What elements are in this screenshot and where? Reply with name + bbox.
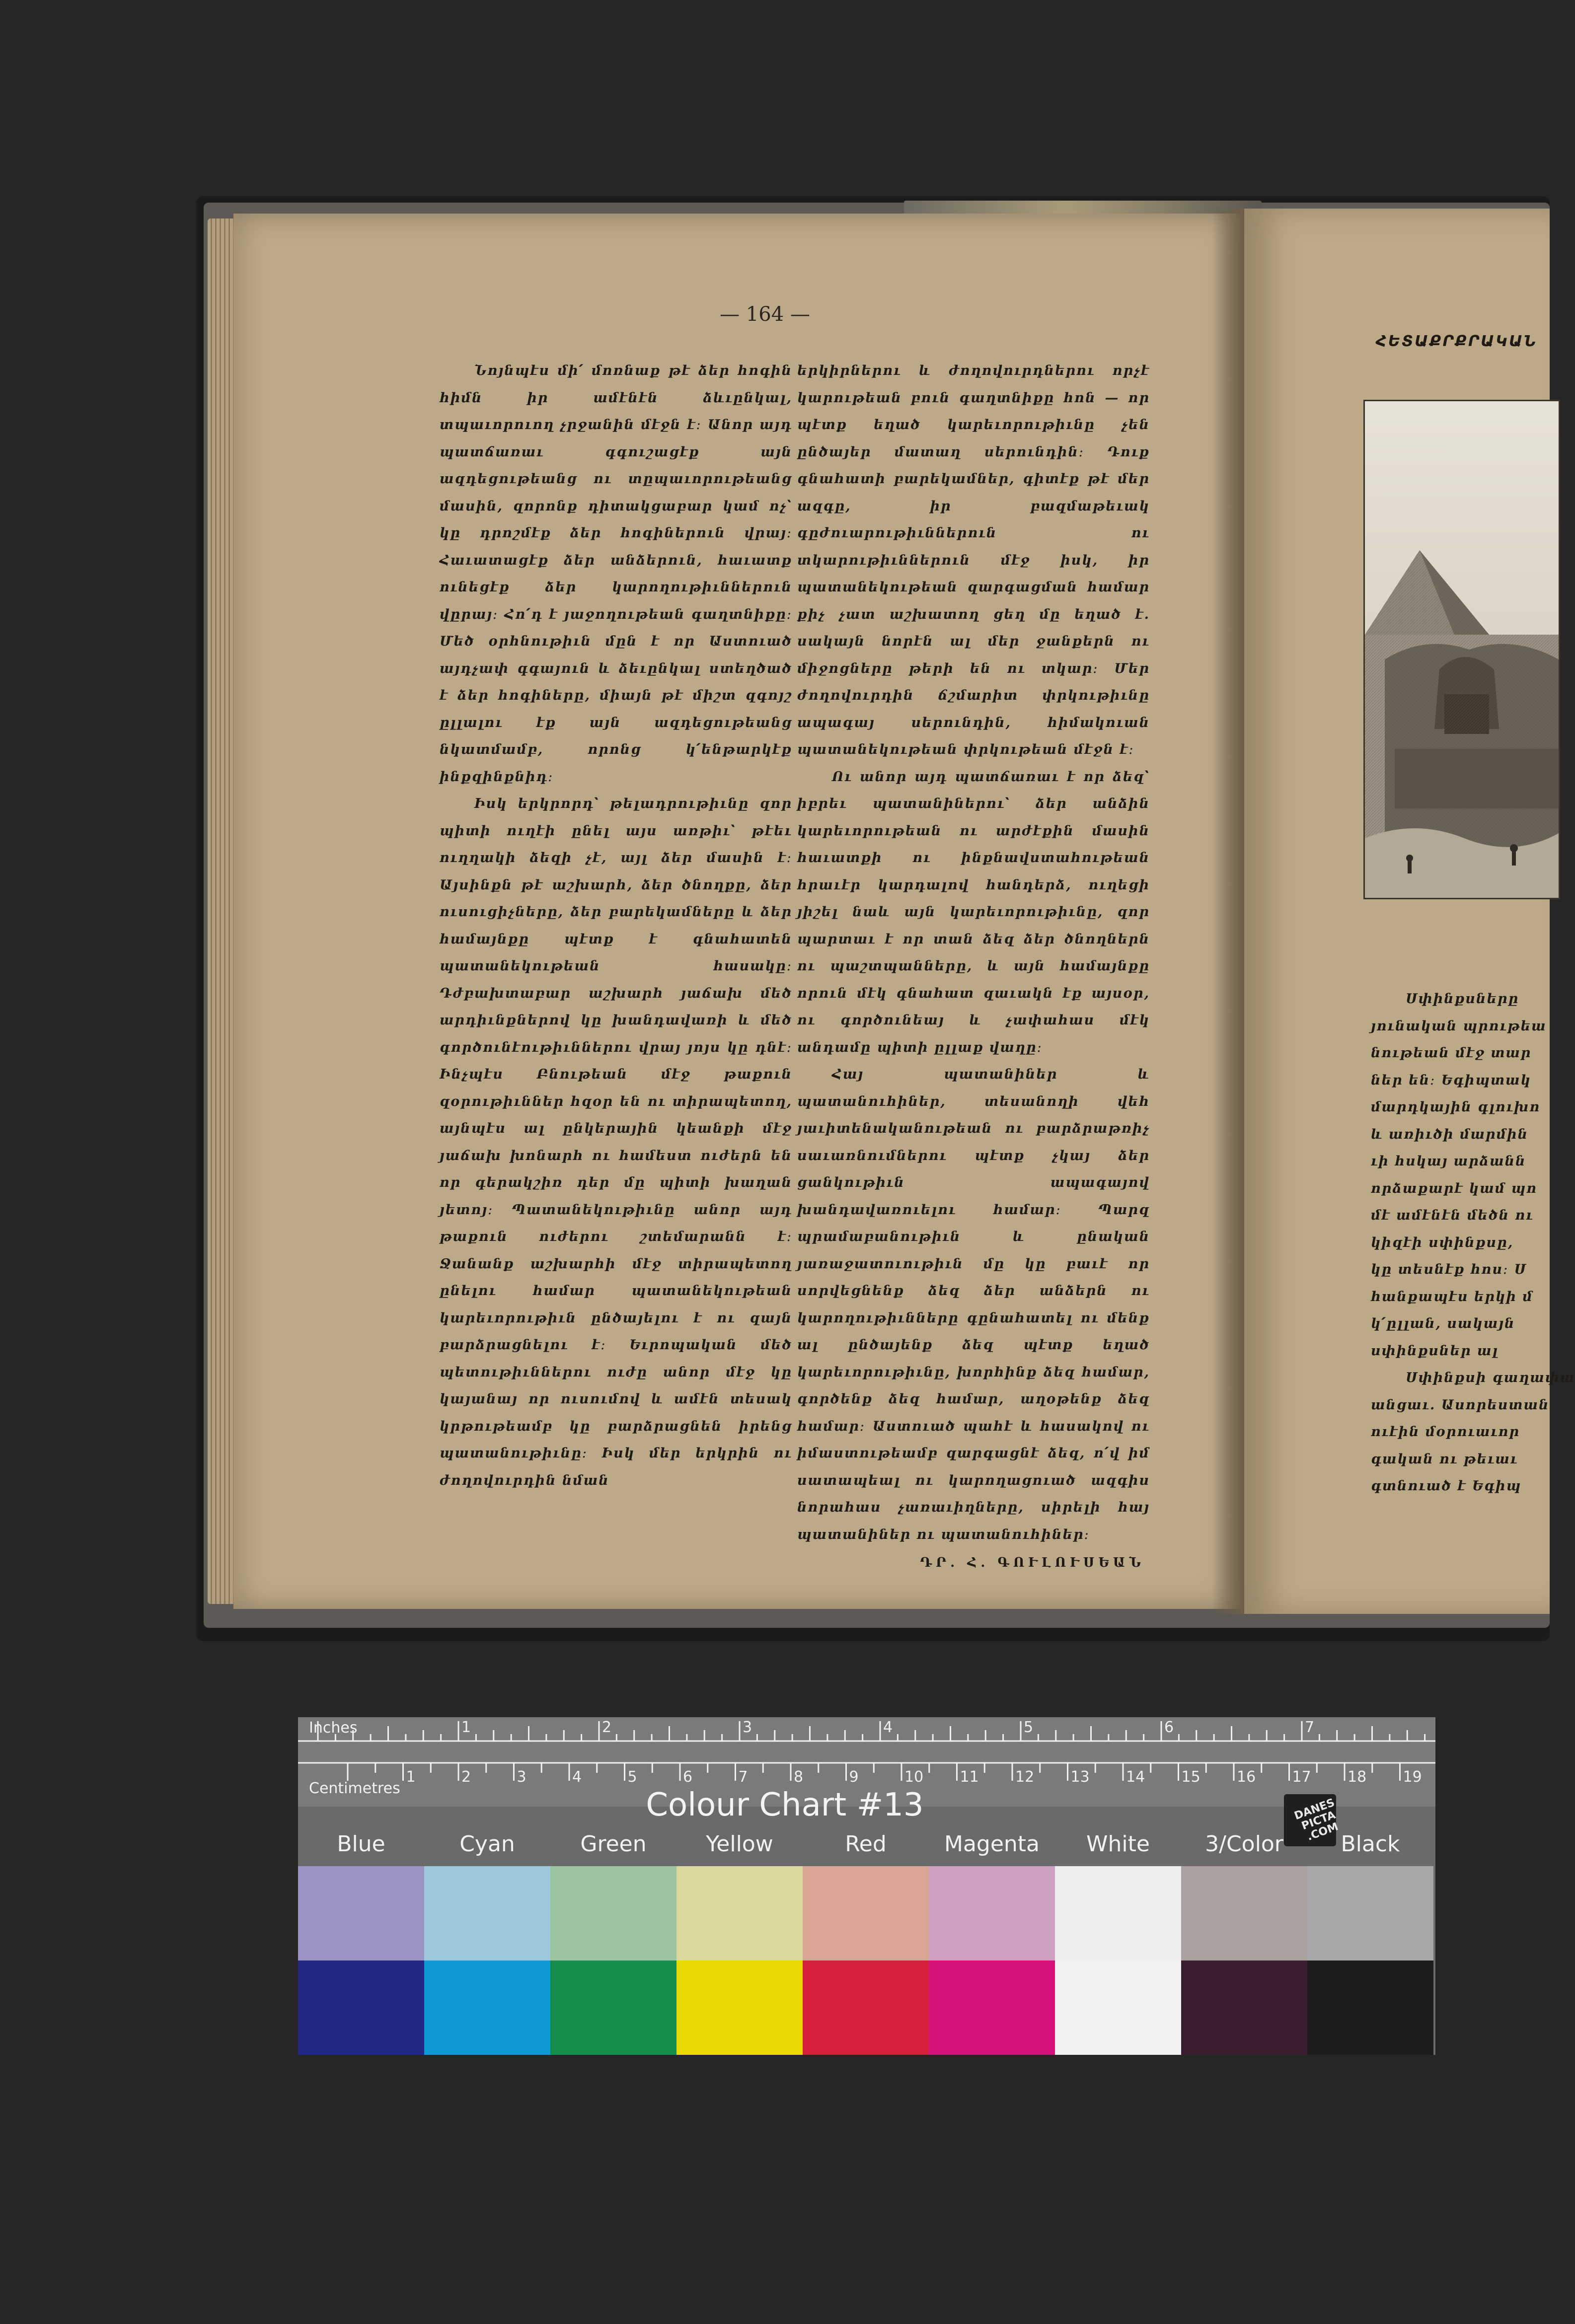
swatch-blue-dark [298,1961,424,2055]
ruler-cm-number: 12 [1015,1768,1035,1786]
ruler-cm-number: 17 [1292,1768,1311,1786]
text-line: Սփինքսի գաղափա [1406,1370,1575,1385]
ruler-cm-number: 8 [794,1768,804,1786]
text-line: գական ու թեւաւ [1371,1451,1518,1467]
author-signature: ԴՐ. Հ. ԳՈՒԼՈՒՍԵԱՆ [920,1555,1145,1570]
swatch-white-dark [1055,1961,1181,2055]
text-line: գտնուած է Եգիպ [1371,1478,1522,1494]
swatch-green-light [550,1866,676,1961]
ruler-inch-number: 6 [1164,1719,1174,1736]
text-line: կիզէի սփինքսը, [1371,1235,1514,1250]
swatch-cyan-light [424,1866,550,1961]
ruler-inch-number: 2 [602,1719,612,1736]
text-line: ւի հսկայ արձանն [1371,1154,1526,1169]
swatch-red-light [803,1866,929,1961]
sphinx-pyramid-illustration [1365,401,1559,898]
text-line: Սփինքսները [1406,991,1519,1007]
swatch-label-magenta: Magenta [944,1831,1040,1857]
swatch-labels [298,1831,1435,1856]
ruler-cm-number: 15 [1181,1768,1200,1786]
swatch-label-cyan: Cyan [459,1831,515,1857]
ruler-cm-number: 1 [406,1768,416,1786]
ruler-cm-number: 7 [738,1768,748,1786]
ruler-cm-number: 5 [627,1768,637,1786]
swatch-label-red: Red [845,1831,887,1857]
right-page-text-column [1371,986,1575,1572]
text-line: հանքապէս երկի մ [1371,1289,1533,1305]
paragraph: Իսկ երկրորդ՝ թելադրութիւնը զոր պիտի ուղէի ընել այս առթիւ՝ թէեւ ուղղակի ձեզի չէ, այլ ձեր մասին է։ Այսինքն թէ աշխարհ, ձեր ծնողքը, ձեր ուսուցիչները, ձեր բարեկամները և ձեր համայնքը պէտք է գնահատեն պատանեկութեան հասակը։ Դժբախտաբար աշխարհ յաճախ մեծ արդիւնքներով կը խանդավառի և մեծ գործունէութիւններու վրայ յոյս կը դնէ։ Ինչպէս Բնութեան մէջ թաքուն զօրութիւններ հզօր են ու տիրապետող, այնպէս ալ ընկերային կեանքի մէջ յաճախ խոնարհ ու համեստ ուժերն են որ գերակշիռ դեր մը պիտի խաղան յետոյ։ Պատանեկութիւնը անոր այդ թաքուն ուժերու շտեմարանն է։ Ջանանք աշխարհի մէջ տիրապետող ընելու համար պատանեկութեան կարեւորութիւն ընծայելու է ու զայն բարձրացնելու է։ Եւրոպական մեծ պետութիւններու ուժը անոր մէջ կը կայանայ որ ուսումով և ամէն տեսակ կրթութեամբ կը բարձրացնեն իրենց պատանութիւնը։ Իսկ մեր երկրին ու ժողովուրդին նման [440,796,792,1488]
swatch-red-dark [803,1961,929,2055]
right-page-header: ՀԵՏԱՔՐՔՐԱԿԱՆ [1376,333,1537,350]
ruler-inch-number: 7 [1305,1719,1315,1736]
colour-calibration-chart [298,1717,1435,2055]
text-line: անցաւ. Ասորեստան [1371,1397,1550,1413]
swatch-3color-light [1181,1866,1307,1961]
paragraph: Ու անոր այդ պատճառաւ է որ ձեզ՝ իբրեւ պատանիներու՝ ձեր անձին կարեւորութեան ու արժէքին մասին հաւատքի ու ինքնավստահութեան հրաւէր կարդալով հանդերձ, ուղեցի յիշել նաև այն կարեւորութիւնը, զոր պարտաւ է որ տան ձեզ ձեր ծնողներն ու պաշտպանները, և այն համայնքը որուն մէկ գնահատ զաւակն էք այսօր, ու գործունեայ և չափահաս մէկ անդամը պիտի ըլլաք վաղը։ [797,769,1150,1055]
swatch-label-3color: 3/Color [1205,1831,1283,1857]
swatch-magenta-dark [929,1961,1055,2055]
swatch-3color-dark [1181,1961,1307,2055]
text-line: որձաքարէ կամ պո [1371,1180,1538,1196]
ruler-inch-number: 4 [883,1719,893,1736]
ruler-cm-number: 4 [572,1768,582,1786]
chart-title: Colour Chart #13 [646,1787,924,1823]
text-line: սփինքսներ ալ [1371,1343,1499,1359]
ruler-cm-number: 2 [461,1768,471,1786]
swatch-yellow-light [676,1866,803,1961]
swatch-yellow-dark [676,1961,803,2055]
paragraph: Նոյնպէս մի՛ մոռնաք թէ ձեր հոգին հիմն իր ամէնէն ձևւընկալ, տպաւորուող չրջանին մէջն է։ Անոր այդ պատճառաւ գգուշացէք այն ազդեցութեանց ու տըպաւորութեանց մասին, զորոնք դիտակցաբար կամ ոչ՝ կը դրոշմէք ձեր հոգիներուն վրայ։ Հաւատացէք ձեր անձերուն, հաւատք ունեցէք ձեր կարողութիւններուն վըրայ։ Հո՛դ է յաջողութեան գաղտնիքը։ Մեծ օրհնութիւն մըն է որ Աստուած այդչափ գգայուն և ձեւընկալ ստեղծած է ձեր հոգիները, միայն թէ միշտ զգոյշ ըլլալու էք այն ազդեցութեանց նկատմամբ, որոնց կ՛ենթարկէք ինքզինքնիդ։ [440,363,792,785]
ruler-cm-number: 3 [517,1768,526,1786]
ruler-inch-number: 3 [743,1719,752,1736]
left-text-column [440,358,792,1525]
text-line: կը տեսնէք հոս։ Ս [1371,1262,1527,1277]
sphinx-pyramid-photo [1363,400,1560,899]
swatch-label-blue: Blue [337,1831,385,1857]
ruler-cm-number: 6 [683,1768,693,1786]
swatch-white-light [1055,1866,1181,1961]
swatch-black-light [1307,1866,1433,1961]
ruler-inch-number: 1 [461,1719,471,1736]
ruler-ticks [298,1717,1435,1787]
ruler-cm-number: 10 [904,1768,924,1786]
ruler-cm-number: 18 [1348,1768,1367,1786]
text-line: մարդկային գլուխո [1371,1099,1541,1115]
swatch-magenta-light [929,1866,1055,1961]
swatch-cyan-dark [424,1961,550,2055]
swatch-green-dark [550,1961,676,2055]
ruler-cm-number: 19 [1403,1768,1422,1786]
logo-text: DANES PICTA .COM [1292,1796,1340,1843]
paragraph: Հայ պատանիներ և պատանուհիներ, տեսանողի վեհ յաւիտենականութեան ու բարձրաթռիչ սաւառնումներու պէտք չկայ ձեր ցանկութիւն ապագայով խանդավառուելու համար։ Պարզ պրամաբանութիւն և ընական յառաջատուութիւն մը կը բաւէ որ սորվեցնենք ձեզ ձեր անձերն ու կարողութիւնները գընահատել ու մենք ալ ընծայենք ձեզ պէտք եղած կարեւորութիւնը, խորհինք ձեզ համար, գործենք ձեզ համար, աղօթենք ձեզ համար։ Աստուած պահէ և հասակով ու իմաստութեամբ զարգացնէ ձեզ, ո՛վ իմ սատապեալ ու կարողացուած ազգիս նորահաս չառաւիղները, սիրելի հայ պատանիներ ու պատանուհիներ։ [797,1067,1150,1542]
ruler-cm-number: 9 [849,1768,859,1786]
ruler-inch-number: 5 [1024,1719,1034,1736]
text-line: նութեան մէջ տար [1371,1045,1532,1061]
paragraph: երկիրներու և ժողովուրդներու որչէ կարութեան բուն գաղտնիքը հոն — որ պէտք եղած կարեւորութիւնը չեն ընծայեր մատաղ սերունդին։ Դուք գնահատի բարեկամներ, գիտէք թէ մեր ազգը, իր բազմաթեւակ գըժուարութիւններուն ու տկարութիւններուն մէջ իսկ, իր պատանեկութեան զարգացման համար քիչ չատ աշխատող ցեղ մը եղած է. սակայն նորէն ալ մեր ջանքերն ու միջոցները թերի են ու տկար։ Մեր ժողովուրդին ճշմարիտ փրկութիւնը ապագայ սերունդին, հիմակուան պատանեկութեան փրկութեան մէջն է։ [797,363,1150,757]
ruler-centimetres-label: Centimetres [309,1780,400,1797]
text-line: մէ ամէնէն մեծն ու [1371,1208,1534,1223]
swatch-black-dark [1307,1961,1433,2055]
swatch-label-green: Green [580,1831,647,1857]
swatch-blue-light [298,1866,424,1961]
page-number: — 164 — [720,303,810,326]
ruler-inches-label: Inches [309,1719,358,1737]
text-line: և առիւծի մարմին [1371,1126,1529,1142]
text-line: ուէին մօրուաւոր [1371,1424,1520,1440]
swatch-label-black: Black [1341,1831,1400,1857]
ruler-cm-number: 14 [1126,1768,1145,1786]
text-line: կ՛ըլլան, սակայն [1371,1316,1515,1331]
ruler-cm-number: 11 [960,1768,979,1786]
swatch-label-white: White [1086,1831,1150,1857]
text-line: ներ են։ Եգիպտակ [1371,1072,1531,1088]
swatch-label-yellow: Yellow [706,1831,773,1857]
text-line: յունական պրութեա [1371,1018,1547,1034]
ruler-cm-number: 13 [1070,1768,1090,1786]
right-page [1244,209,1575,1614]
ruler-cm-number: 16 [1237,1768,1256,1786]
right-text-column [797,358,1150,1570]
